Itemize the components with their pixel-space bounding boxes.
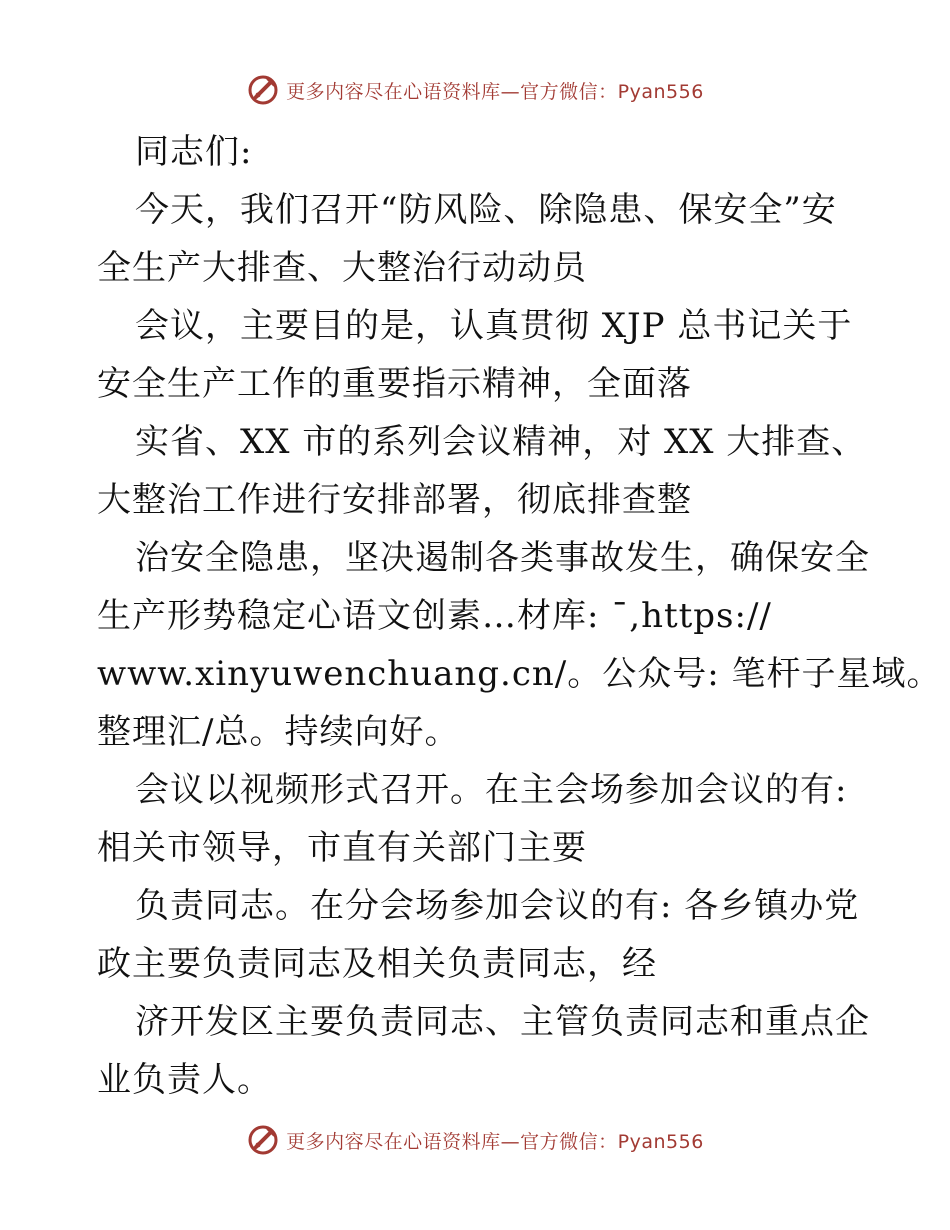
pen-circle-icon	[246, 1123, 280, 1157]
text-line: 今天，我们召开“防风险、除隐患、保安全”安	[135, 190, 837, 230]
document-body	[97, 123, 942, 1109]
pen-circle-icon	[246, 73, 280, 107]
text-line: 生产形势稳定心语文创素…材库: ¯,https://	[97, 596, 772, 636]
text-line: 会议以视频形式召开。在主会场参加会议的有:	[135, 770, 848, 810]
text-line: 全生产大排查、大整治行动动员	[97, 248, 587, 288]
text-line: 业负责人。	[97, 1060, 272, 1100]
header-banner-text: 更多内容尽在心语资料库—官方微信：Pyan556	[286, 80, 704, 103]
text-line: 会议，主要目的是，认真贯彻 XJP 总书记关于	[135, 306, 853, 346]
text-line: 治安全隐患，坚决遏制各类事故发生，确保安全	[135, 538, 870, 578]
text-line: 大整治工作进行安排部署，彻底排查整	[97, 480, 692, 520]
footer-banner-text: 更多内容尽在心语资料库—官方微信：Pyan556	[286, 1130, 704, 1153]
header-banner	[0, 70, 950, 110]
text-line: www.xinyuwenchuang.cn/。公众号: 笔杆子星域。	[97, 654, 942, 694]
text-line: 同志们:	[135, 132, 253, 172]
footer-banner	[0, 1120, 950, 1160]
text-line: 相关市领导，市直有关部门主要	[97, 828, 587, 868]
text-line: 安全生产工作的重要指示精神，全面落	[97, 364, 692, 404]
text-line: 负责同志。在分会场参加会议的有: 各乡镇办党	[135, 886, 860, 926]
text-line: 政主要负责同志及相关负责同志，经	[97, 944, 657, 984]
text-line: 济开发区主要负责同志、主管负责同志和重点企	[135, 1002, 870, 1042]
text-line: 实省、XX 市的系列会议精神，对 XX 大排查、	[135, 422, 867, 462]
text-line: 整理汇/总。持续向好。	[97, 712, 460, 752]
